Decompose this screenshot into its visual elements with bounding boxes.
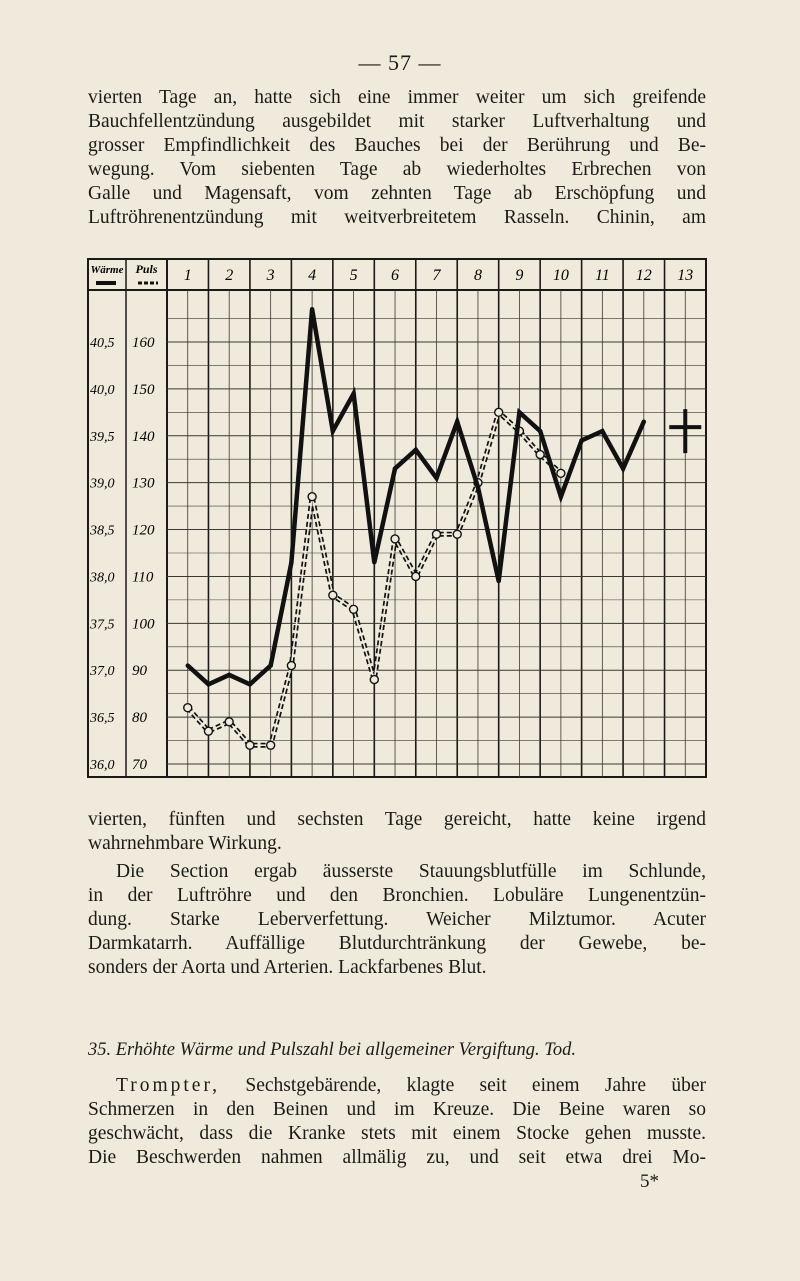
- temperature-tick-label: 40,0: [90, 382, 115, 398]
- temperature-data-point: [538, 429, 542, 433]
- pulse-data-point: [308, 493, 316, 501]
- pulse-tick-label: 160: [132, 334, 155, 351]
- text-line: sonders der Aorta und Arterien. Lackfarbenes Blut.: [88, 957, 487, 978]
- section-paragraph: [88, 860, 706, 980]
- pulse-tick-label: 110: [132, 569, 154, 586]
- temperature-data-point: [186, 663, 190, 667]
- temperature-tick-label: 38,0: [90, 570, 115, 586]
- text-line: [88, 1074, 706, 1098]
- pulse-data-point: [391, 535, 399, 543]
- text-line: Darmkatarrh. Auffällige Blutdurchtränkung der Gewebe, be-: [88, 933, 706, 954]
- text-line: vierten Tage an, hatte sich eine immer weiter um sich greifende: [88, 87, 706, 108]
- temperature-data-point: [227, 673, 231, 677]
- text-line: geschwächt, dass die Kranke stets mit einem Stocke gehen musste.: [88, 1123, 706, 1144]
- temperature-data-point: [621, 466, 625, 470]
- day-label: 9: [515, 267, 524, 284]
- temperature-header: Wärme: [90, 264, 124, 276]
- day-label: 3: [266, 267, 275, 284]
- after-chart-paragraph: [88, 808, 706, 856]
- text-line: vierten, fünften und sechsten Tage gereicht, hatte keine irgend: [88, 809, 706, 830]
- pulse-data-point: [433, 530, 441, 538]
- day-label: 8: [473, 267, 482, 284]
- pulse-tick-label: 140: [132, 428, 155, 445]
- pulse-tick-label: 130: [132, 475, 155, 492]
- pulse-tick-label: 120: [132, 522, 155, 539]
- temperature-data-point: [248, 682, 252, 686]
- temperature-data-point: [600, 429, 604, 433]
- text-line: grosser Empfindlichkeit des Bauches bei der Berührung und Be-: [88, 135, 706, 156]
- text-line: Schmerzen in den Beinen und im Kreuze. Die Beine waren so: [88, 1099, 706, 1120]
- temperature-data-point: [559, 495, 563, 499]
- text-line: wahrnehmbare Wirkung.: [88, 833, 282, 854]
- pulse-tick-label: 90: [132, 663, 147, 680]
- page-number: — 57 —: [358, 50, 442, 75]
- text-line: dung. Starke Leberverfettung. Weicher Milztumor. Acuter: [88, 909, 706, 930]
- temperature-data-point: [310, 307, 314, 311]
- pulse-data-point: [267, 741, 275, 749]
- temperature-data-point: [455, 420, 459, 424]
- temperature-data-point: [517, 410, 521, 414]
- temperature-tick-label: 36,0: [90, 758, 115, 773]
- day-label: 11: [594, 267, 610, 284]
- pulse-data-point: [246, 741, 254, 749]
- day-label: 1: [183, 267, 192, 284]
- signature-mark: 5*: [640, 1171, 659, 1192]
- temperature-data-point: [476, 485, 480, 489]
- day-label: 5: [349, 267, 358, 284]
- temperature-data-point: [289, 560, 293, 564]
- temperature-data-point: [372, 560, 376, 564]
- day-label: 13: [677, 267, 694, 284]
- case-name: Trompter,: [116, 1075, 221, 1096]
- text-line: Die Beschwerden nahmen allmälig zu, und seit etwa drei Mo-: [88, 1147, 706, 1168]
- pulse-tick-label: 80: [132, 710, 147, 727]
- temperature-data-point: [579, 438, 583, 442]
- pulse-tick-label: 70: [132, 757, 147, 773]
- pulse-tick-label: 100: [132, 616, 155, 633]
- temperature-data-point: [642, 420, 646, 424]
- text-line: wegung. Vom siebenten Tage ab wiederholtes Erbrechen von: [88, 159, 706, 180]
- temperature-data-point: [351, 391, 355, 395]
- text-line: Bauchfellentzündung ausgebildet mit starker Luftverhaltung und: [88, 111, 706, 132]
- pulse-data-point: [287, 662, 295, 670]
- temperature-tick-label: 39,5: [90, 429, 115, 445]
- pulse-data-point: [204, 727, 212, 735]
- case-paragraph: [88, 1074, 706, 1170]
- pulse-header: Puls: [135, 262, 158, 276]
- temperature-data-point: [268, 663, 272, 667]
- day-label: 10: [552, 267, 569, 284]
- pulse-data-point: [350, 605, 358, 613]
- text-line: in der Luftröhre und den Bronchien. Lobuläre Lungenentzün-: [88, 885, 706, 906]
- pulse-data-point: [495, 408, 503, 416]
- pulse-data-point: [412, 572, 420, 580]
- temperature-data-point: [496, 579, 500, 583]
- chart-frame: [88, 259, 706, 777]
- day-label: 12: [635, 267, 652, 284]
- pulse-data-point: [370, 676, 378, 684]
- temperature-tick-label: 37,0: [90, 664, 115, 680]
- day-label: 4: [308, 267, 317, 284]
- text-line: Galle und Magensaft, vom zehnten Tage ab Erschöpfung und: [88, 183, 706, 204]
- temperature-tick-label: 40,5: [90, 335, 115, 351]
- pulse-data-point: [329, 591, 337, 599]
- temperature-tick-label: 39,0: [90, 476, 115, 492]
- case-heading: 35. Erhöhte Wärme und Pulszahl bei allgemeiner Vergiftung. Tod.: [88, 1040, 577, 1060]
- temperature-data-point: [414, 448, 418, 452]
- temperature-data-point: [331, 429, 335, 433]
- pulse-data-point: [453, 530, 461, 538]
- temperature-data-point: [434, 476, 438, 480]
- day-label: 6: [391, 267, 400, 284]
- temperature-tick-label: 38,5: [90, 523, 115, 539]
- temperature-data-point: [206, 682, 210, 686]
- case-first-line: Sechstgebärende, klagte seit einem Jahre über: [220, 1075, 706, 1096]
- pulse-data-point: [536, 451, 544, 459]
- temperature-data-point: [393, 466, 397, 470]
- temperature-tick-label: 36,5: [90, 711, 115, 727]
- pulse-data-point: [184, 704, 192, 712]
- text-line: Die Section ergab äusserste Stauungsblutfülle im Schlunde,: [116, 861, 706, 882]
- pulse-tick-label: 150: [132, 381, 155, 398]
- temperature-tick-label: 37,5: [90, 617, 115, 633]
- pulse-data-point: [557, 469, 565, 477]
- text-line: Luftröhrenentzündung mit weitverbreitetem Rasseln. Chinin, am: [88, 207, 706, 228]
- day-label: 2: [225, 267, 234, 284]
- pulse-data-point: [225, 718, 233, 726]
- day-label: 7: [432, 267, 441, 284]
